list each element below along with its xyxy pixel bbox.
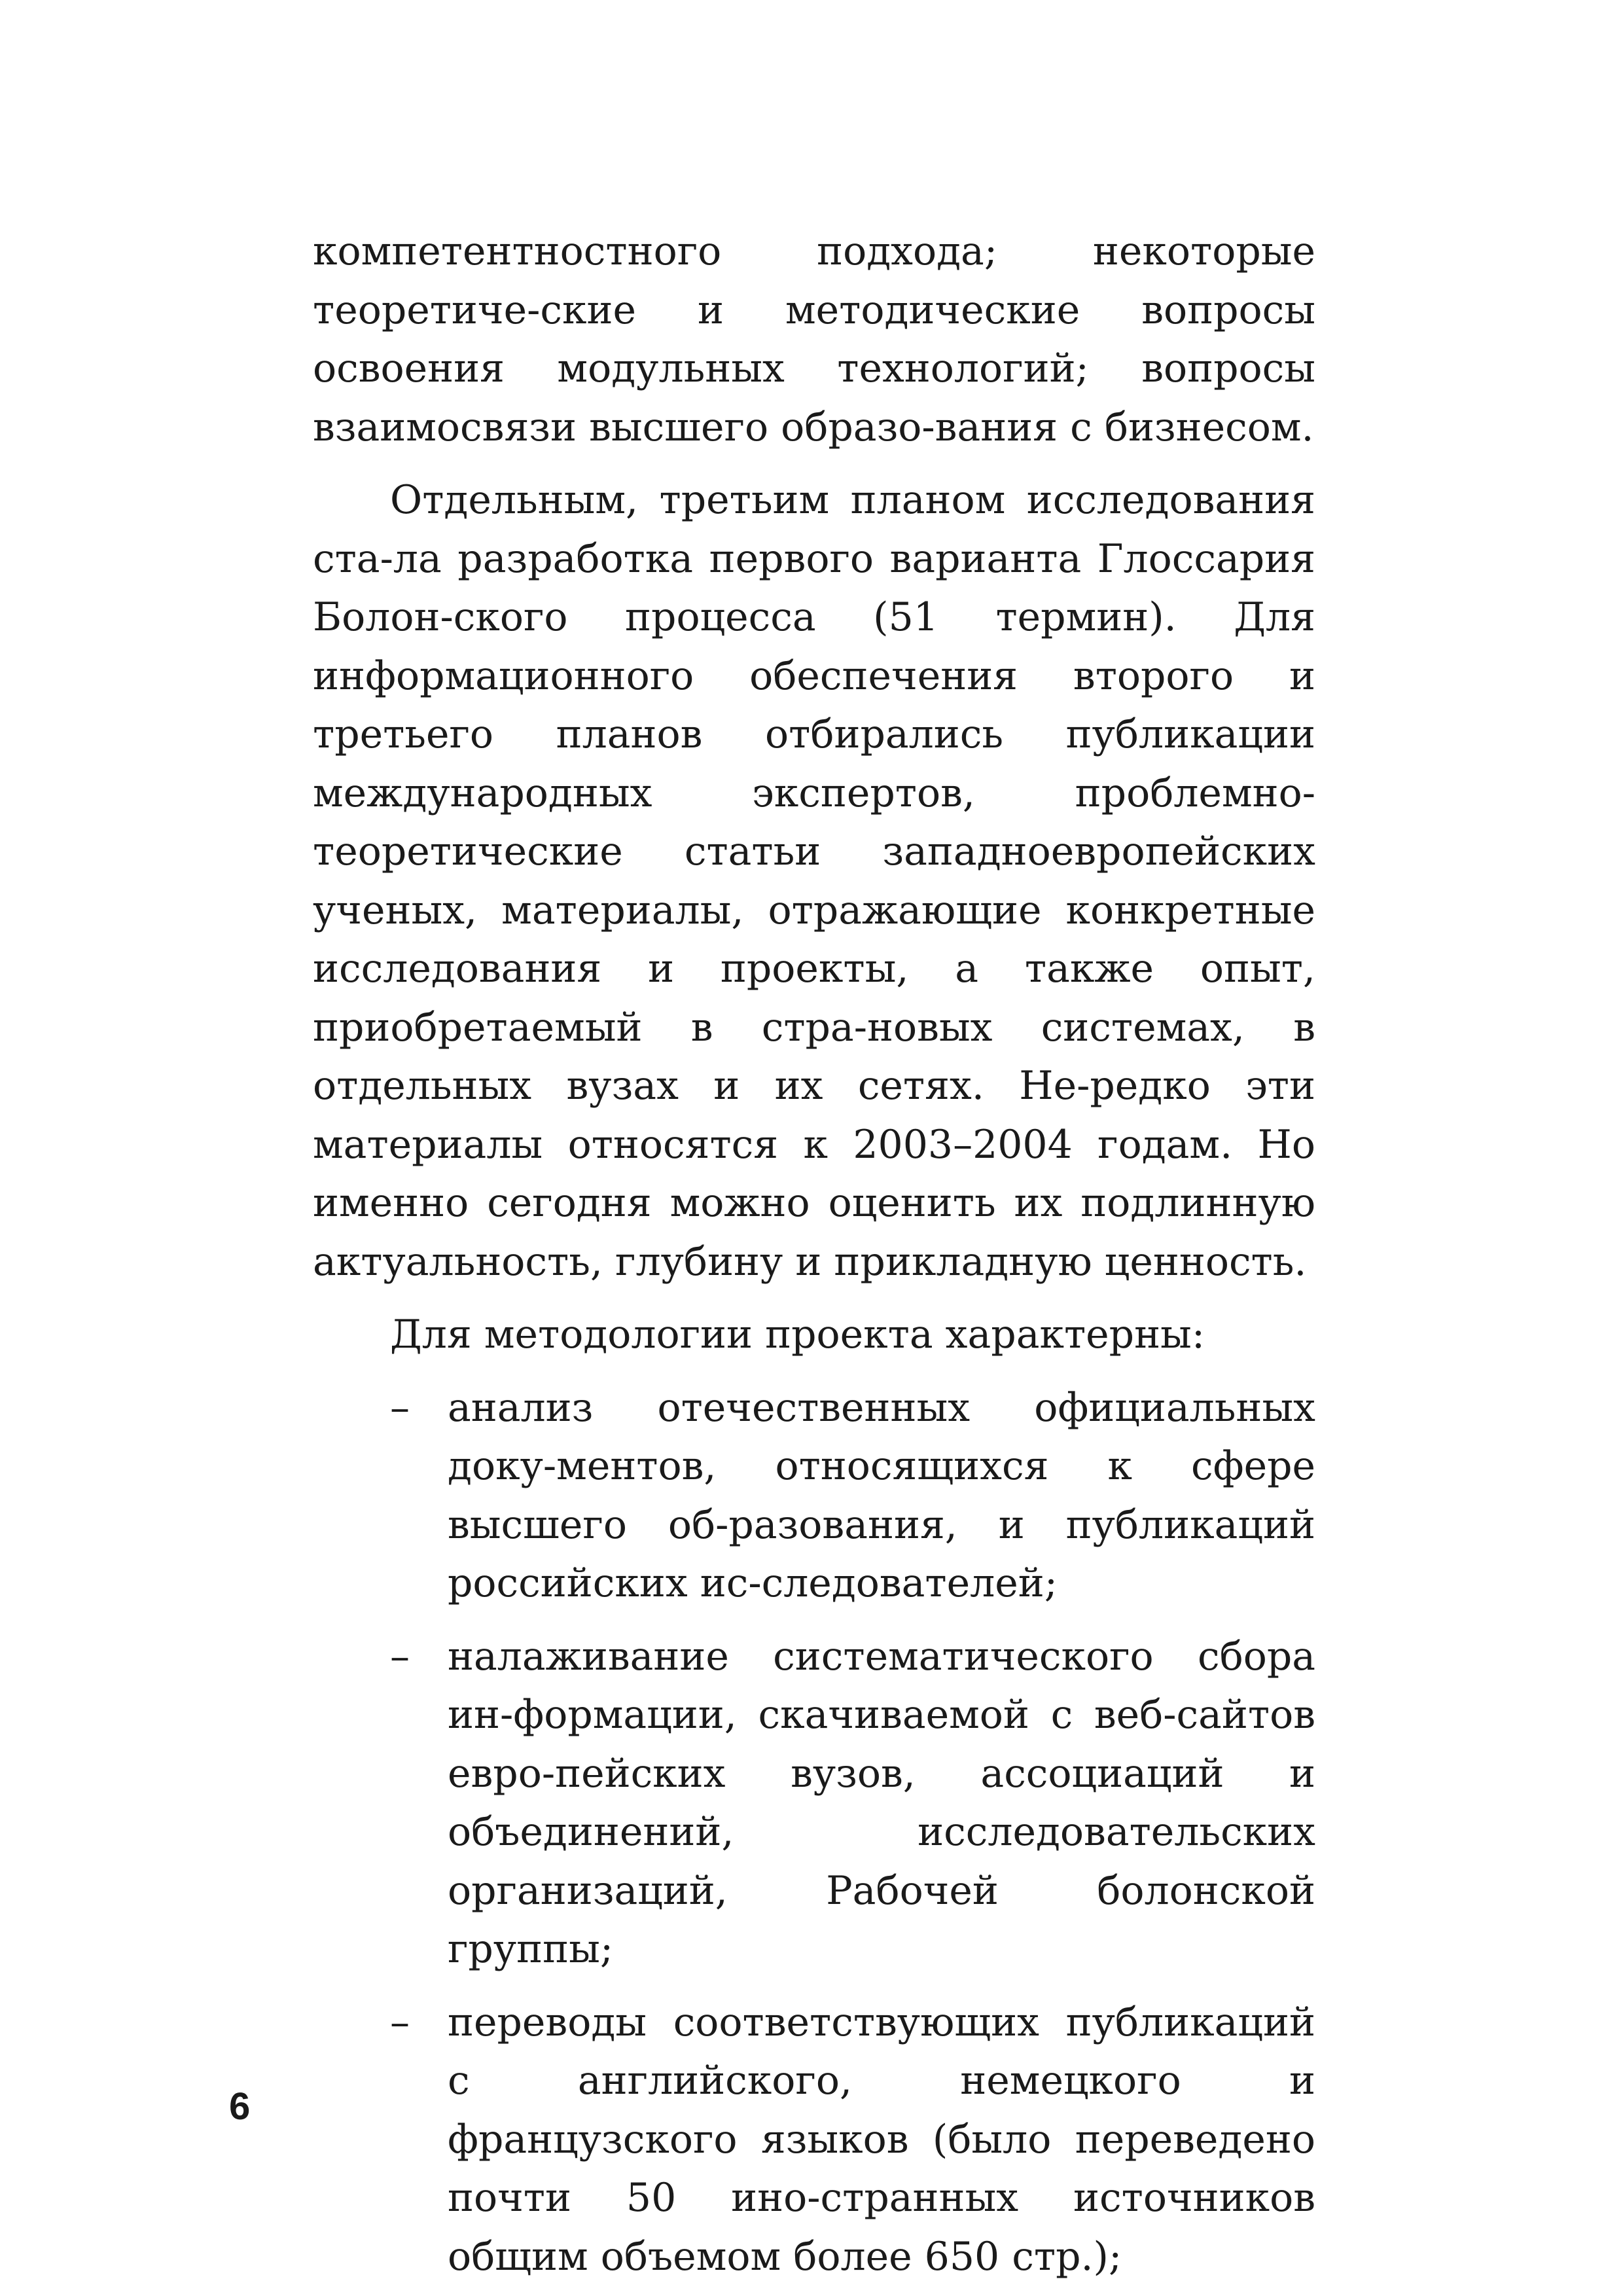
list-item <box>313 1379 1315 1613</box>
list-item <box>313 1628 1315 1979</box>
list-item <box>313 1994 1315 2287</box>
list-item-text: налаживание систематического сбора ин-формации, скачиваемой с веб-сайтов евро-пейских вузов, ассоциаций и объединений, исследовательских организаций, Рабочей болонской группы; <box>448 1633 1315 1972</box>
paragraph-methodology-intro: Для методологии проекта характерны: <box>390 1312 1205 1357</box>
list-item-text: анализ отечественных официальных доку-ментов, относящихся к сфере высшего об-разования, и публикаций российских ис-следователей; <box>448 1384 1315 1606</box>
list-dash-marker: – <box>390 1633 410 1679</box>
page-number: 6 <box>229 2085 251 2128</box>
body-text <box>313 223 1315 2286</box>
list-dash-marker: – <box>390 1999 410 2045</box>
methodology-list <box>313 1379 1315 2287</box>
paragraph-continuation: компетентностного подхода; некоторые теоретиче-ские и методические вопросы освоения модульных технологий; вопросы взаимосвязи высшего образо-вания с бизнесом. <box>313 228 1315 450</box>
list-dash-marker: – <box>390 1384 410 1431</box>
paragraph-glossary: Отдельным, третьим планом исследования ста-ла разработка первого варианта Глоссария Болон-ского процесса (51 термин). Для информационного обеспечения второго и третьего планов отбирались публикации международных экспертов, проблемно-теоретические статьи западноевропейских ученых, материалы, отражающие конкретные исследования и проекты, а также опыт, приобретаемый в стра-новых системах, в отдельных вузах и их сетях. Не-редко эти материалы относятся к 2003–2004 годам. Но именно сегодня можно оценить их подлинную актуальность, глубину и прикладную ценность. <box>313 477 1315 1285</box>
list-item-text: переводы соответствующих публикаций с английского, немецкого и французского языков (было переведено почти 50 ино-странных источников общим объемом более 650 стр.); <box>448 1999 1315 2280</box>
